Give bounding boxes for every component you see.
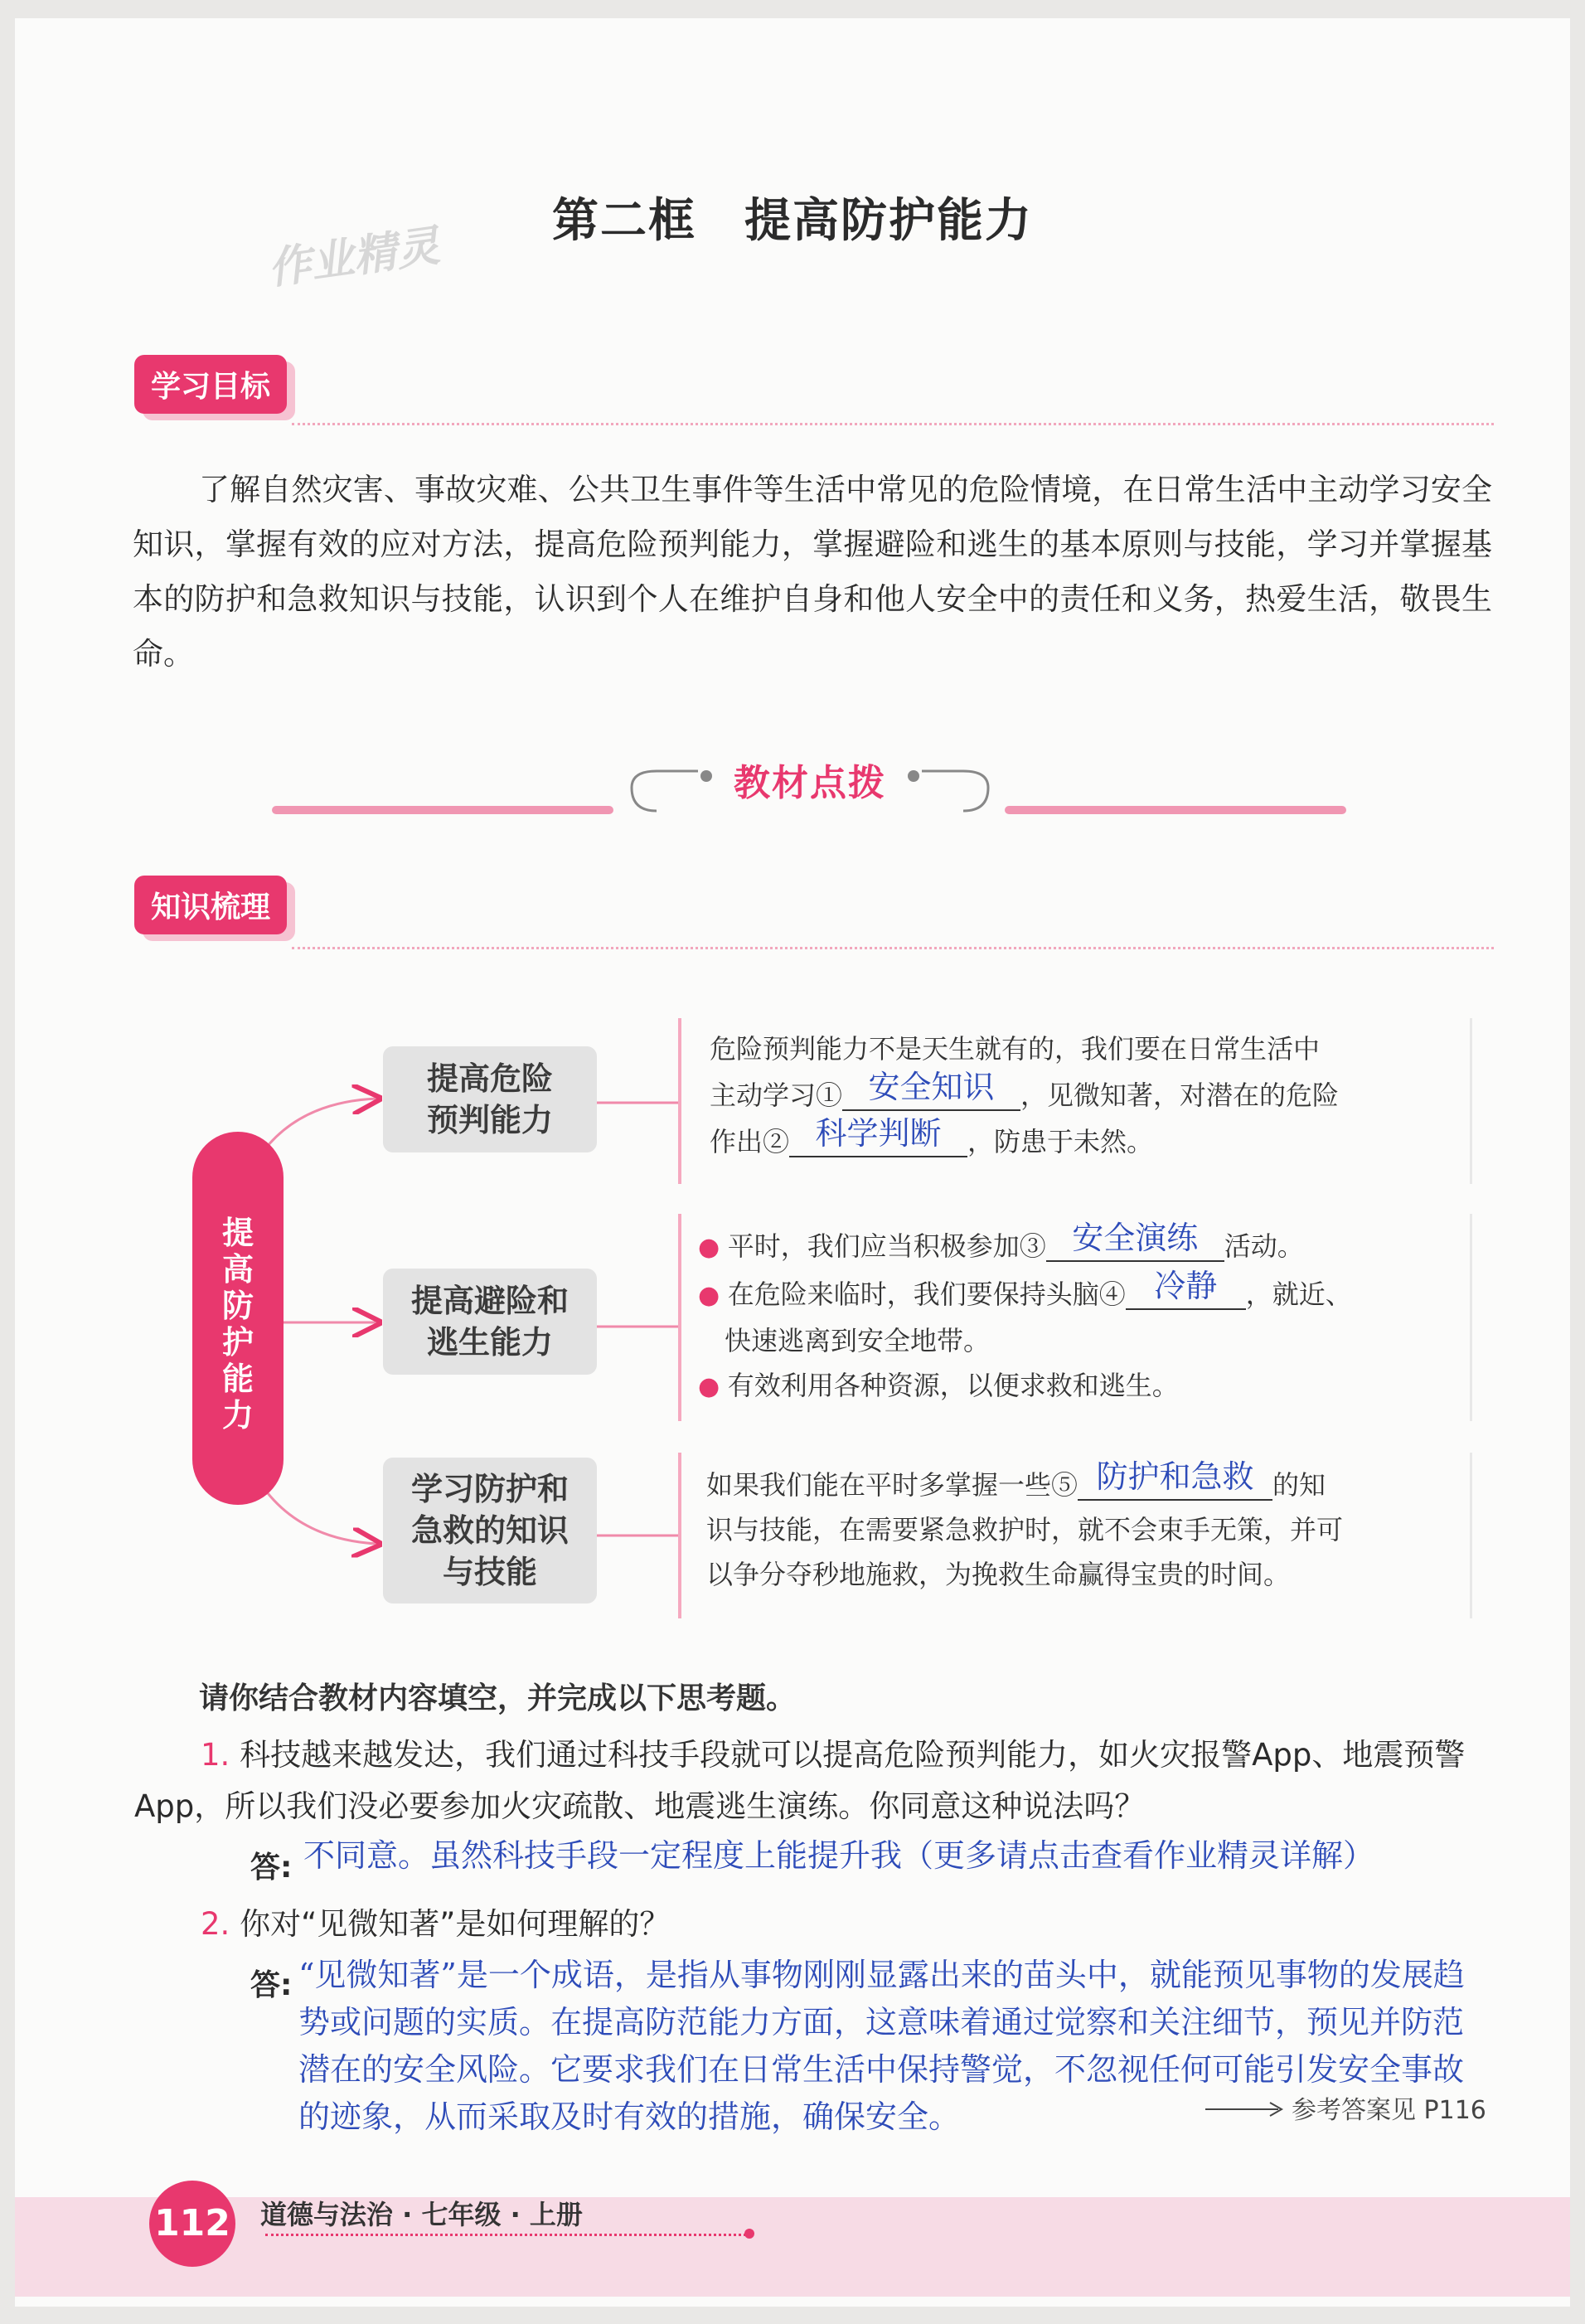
mindmap-center-label: 提高防护能力: [222, 1215, 254, 1434]
goals-text: 了解自然灾害、事故灾难、公共卫生事件等生活中常见的危险情境，在日常生活中主动学习安全知识，掌握有效的应对方法，提高危险预判能力，掌握避险和逃生的基本原则与技能，学习并掌握基本的防护和急救知识与技能，认识到个人在维护自身和他人安全中的责任和义务，热爱生活，敬畏生命。: [133, 472, 1492, 672]
blank-3: 安全演练: [1046, 1215, 1224, 1262]
bullet-icon: ●: [698, 1281, 728, 1310]
box1-line1: 危险预判能力不是天生就有的，我们要在日常生活中: [710, 1033, 1321, 1065]
box2-line1: ● 平时，我们应当积极参加③ 安全演练 活动。: [698, 1222, 1470, 1270]
box3-line2: 识与技能，在需要紧急救护时，就不会束手无策，并可: [706, 1514, 1344, 1545]
bullet-icon: ●: [698, 1233, 728, 1262]
box-escape: [678, 1214, 1472, 1421]
box-firstaid: [678, 1453, 1472, 1618]
question-2: 2. 你对“见微知著”是如何理解的？: [201, 1906, 671, 1942]
node-predict: 提高危险预判能力: [383, 1046, 597, 1152]
box3-line1: 如果我们能在平时多掌握一些⑤ 防护和急救 的知: [706, 1461, 1470, 1507]
arrow-icon: [1204, 2096, 1287, 2121]
box1-line2: 主动学习① 安全知识 ，见微知著，对潜在的危险: [710, 1071, 1470, 1118]
blank-4: 冷静: [1126, 1264, 1246, 1310]
box2-line4: ● 有效利用各种资源，以便求救和逃生。: [698, 1370, 1179, 1401]
question-1: 1. 科技越来越发达，我们通过科技手段就可以提高危险预判能力，如火灾报警App、地震预警App，所以我们没必要参加火灾疏散、地震逃生演练。你同意这种说法吗？: [134, 1737, 1466, 1824]
page-title: 第二框 提高防护能力: [552, 193, 1033, 248]
section-title: 教材点拨: [734, 762, 886, 804]
answer-reference: 参考答案见 P116: [1292, 2096, 1486, 2125]
box2-line3: 快速逃离到安全地带。: [725, 1325, 991, 1356]
node-escape: 提高避险和逃生能力: [383, 1269, 597, 1375]
bullet-icon: ●: [698, 1372, 728, 1401]
watermark: 作业精灵: [264, 221, 443, 295]
book-title: 道德与法治 · 七年级 · 上册: [260, 2199, 583, 2230]
answer-label-1: 答:: [250, 1851, 293, 1885]
box3-line3: 以争分夺秒地施救，为挽救生命赢得宝贵的时间。: [706, 1559, 1291, 1590]
blank-2: 科学判断: [789, 1111, 967, 1157]
footer-band: [15, 2197, 1570, 2297]
blank-5: 防护和急救: [1078, 1454, 1272, 1501]
answer-2: “见微知著”是一个成语，是指从事物刚刚显露出来的苗头中，就能预见事物的发展趋势或问题的实质。在提高防范能力方面，这意味着通过觉察和关注细节，预见并防范潜在的安全风险。它要求我们在日常生活中保持警觉，不忽视任何可能引发安全事故的迹象，从而采取及时有效的措施，确保安全。: [298, 1957, 1465, 2135]
blank-1: 安全知识: [842, 1065, 1020, 1111]
footer-dot: [744, 2229, 754, 2239]
box1-line3: 作出② 科学判断 ，防患于未然。: [710, 1118, 1470, 1164]
answer-label-2: 答:: [250, 1968, 293, 2002]
goals-tag: 学习目标: [134, 355, 287, 414]
box-predict: [678, 1018, 1472, 1184]
instructions: 请你结合教材内容填空，并完成以下思考题。: [199, 1681, 797, 1715]
node-firstaid: 学习防护和急救的知识与技能: [383, 1458, 597, 1604]
box2-line2: ● 在危险来临时，我们要保持头脑④ 冷静 ，就近、: [698, 1270, 1470, 1318]
footer-divider: [265, 2234, 746, 2236]
knowledge-tag: 知识梳理: [134, 876, 287, 934]
answer-1: 不同意。虽然科技手段一定程度上能提升我（更多请点击查看作业精灵详解）: [303, 1837, 1375, 1874]
page-number: 112: [149, 2181, 235, 2267]
